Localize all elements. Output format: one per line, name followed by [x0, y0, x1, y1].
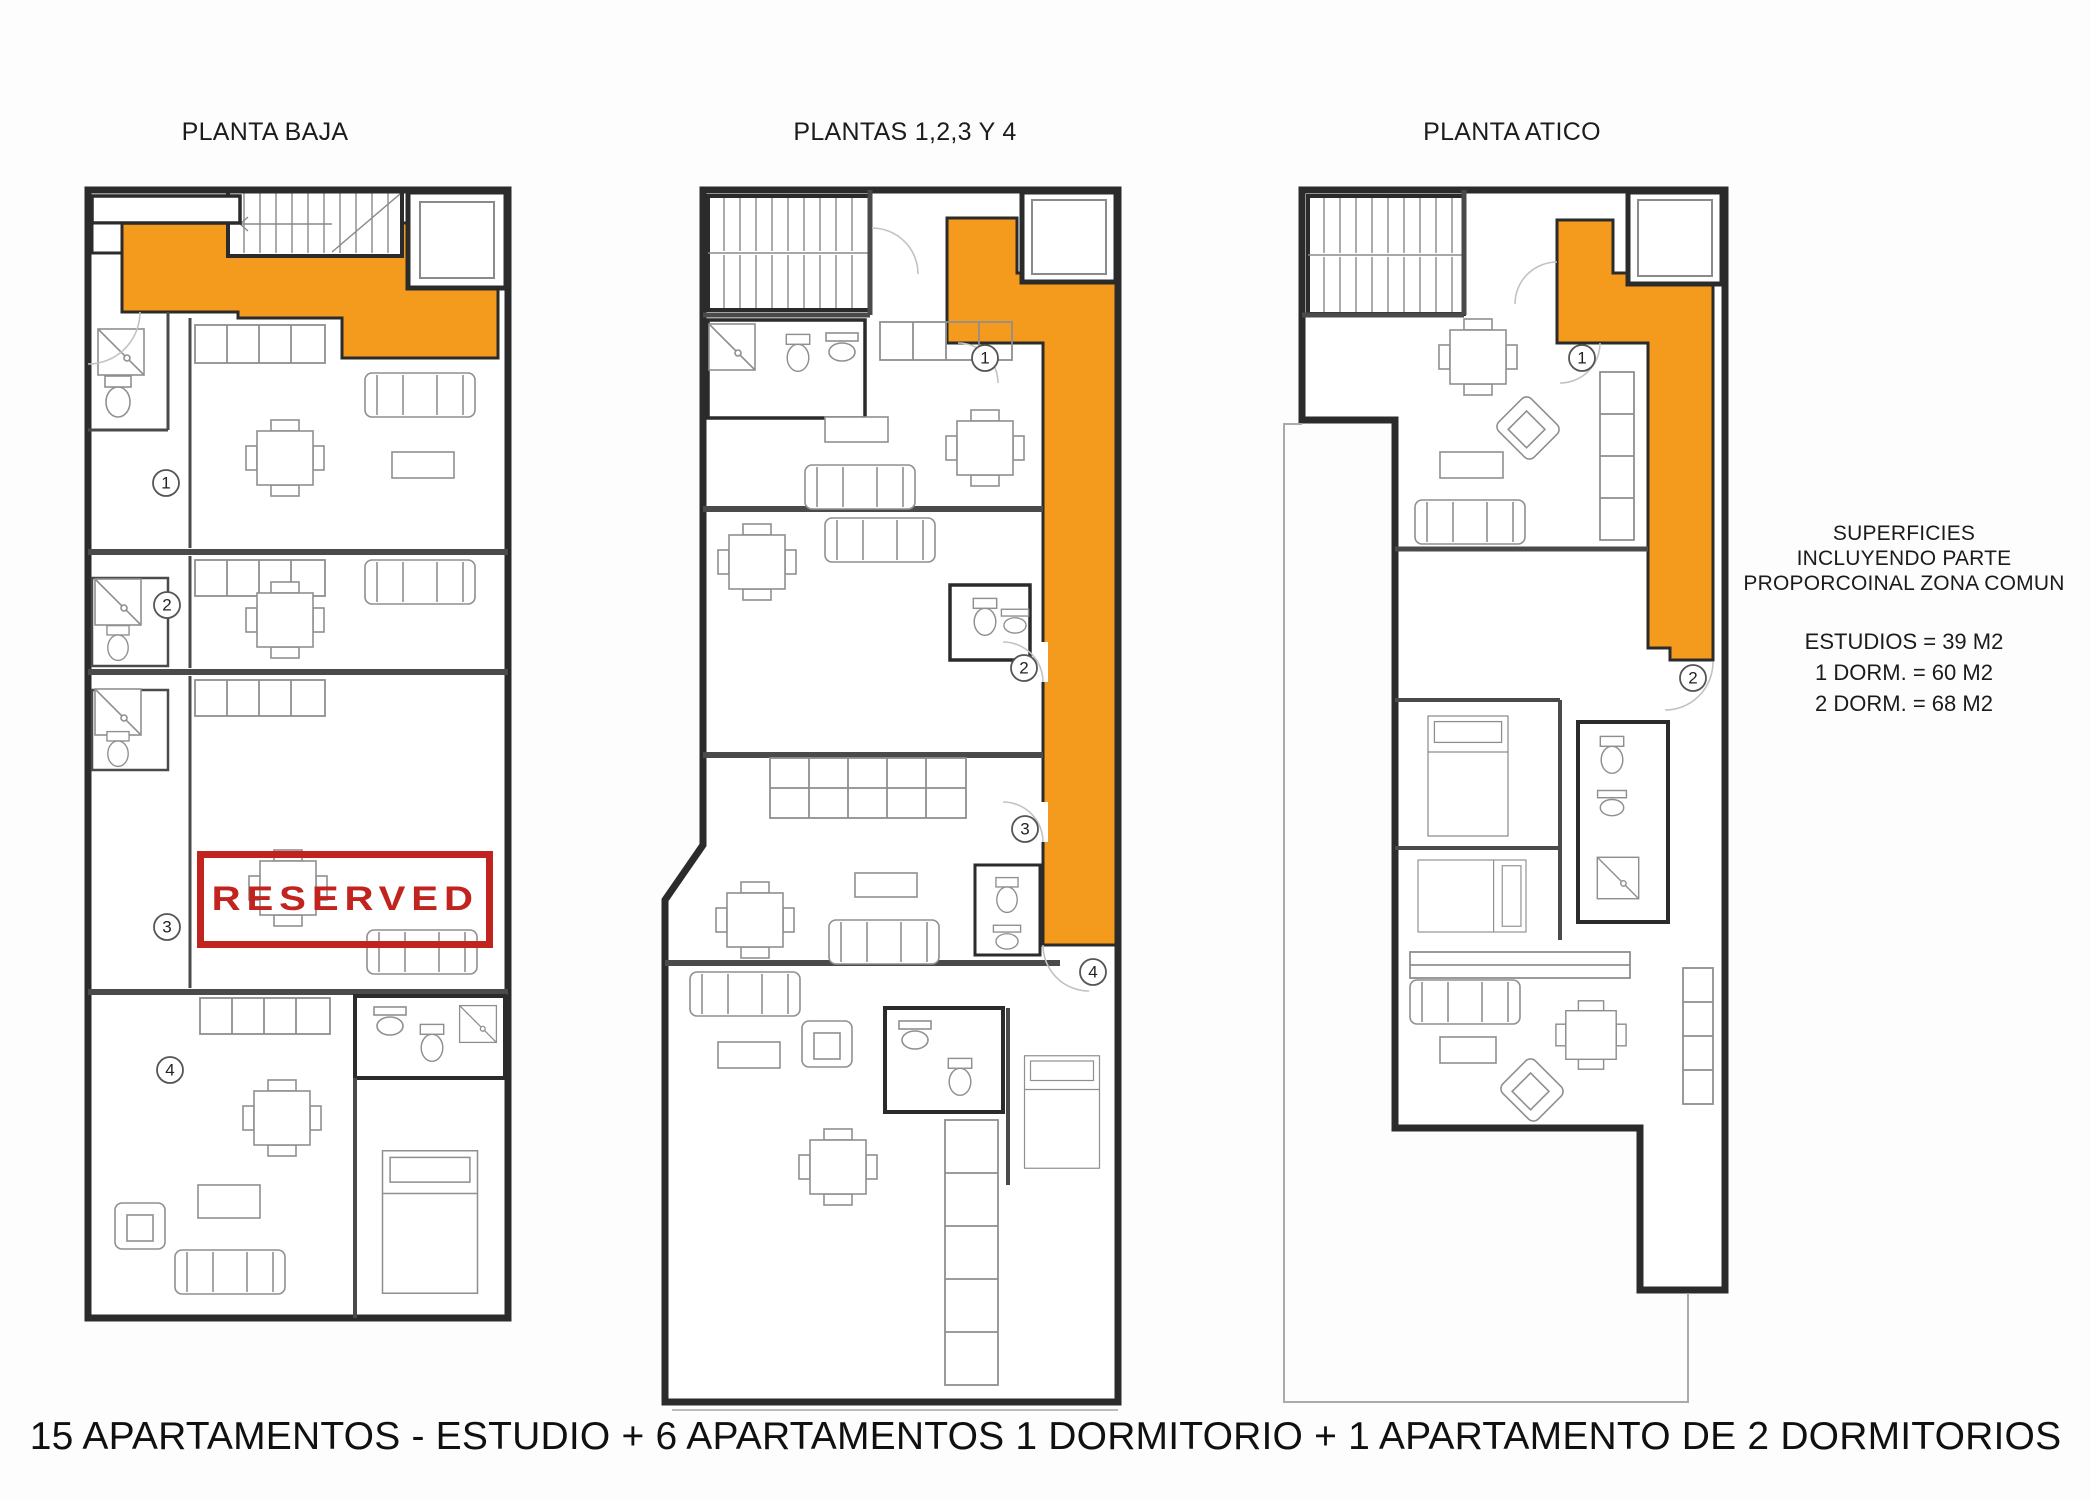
plan-title-planta-atico: PLANTA ATICO: [1423, 118, 1601, 146]
svg-text:3: 3: [1020, 819, 1030, 839]
elevator-shaft: [1022, 192, 1116, 282]
svg-text:2: 2: [1688, 668, 1698, 688]
elevator-shaft: [408, 192, 506, 288]
floor-plan-plantas-1234: [665, 190, 1118, 1410]
legend-items: [1725, 626, 2083, 719]
svg-text:1: 1: [1577, 348, 1587, 368]
svg-text:2: 2: [162, 595, 172, 615]
svg-text:1: 1: [980, 348, 990, 368]
legend-heading-line: INCLUYENDO PARTE: [1796, 547, 2012, 570]
reserved-stamp-text: RESERVED: [211, 880, 479, 918]
unit-number: [154, 592, 180, 618]
plan1-lobby-nook: [92, 223, 122, 253]
unit-number: [1011, 655, 1037, 681]
summary-caption: 15 APARTAMENTOS - ESTUDIO + 6 APARTAMENTOS 1 DORMITORIO + 1 APARTAMENTO DE 2 DORMITORIOS: [29, 1415, 2062, 1458]
svg-text:3: 3: [162, 917, 172, 937]
unit-number: [1680, 665, 1706, 691]
plan-title-plantas-1234: PLANTAS 1,2,3 Y 4: [793, 118, 1017, 146]
legend-item-1dorm: 1 DORM. = 60 M2: [1815, 660, 1993, 685]
svg-text:4: 4: [165, 1060, 175, 1080]
staircase: [1308, 196, 1464, 314]
unit-number: [1080, 959, 1106, 985]
legend-heading-line: SUPERFICIES: [1832, 522, 1976, 545]
staircase: [228, 190, 402, 256]
legend-heading-line: PROPORCOINAL ZONA COMUN: [1743, 572, 2065, 595]
unit-number: [1569, 345, 1595, 371]
elevator-shaft: [1628, 192, 1722, 284]
surface-legend: [1725, 521, 2083, 719]
unit-number: [972, 345, 998, 371]
svg-text:2: 2: [1019, 658, 1029, 678]
unit-number: [157, 1057, 183, 1083]
legend-item-2dorm: 2 DORM. = 68 M2: [1815, 691, 1993, 716]
plan1-lobby: [92, 196, 240, 223]
unit-number: [1012, 816, 1038, 842]
svg-text:1: 1: [161, 473, 171, 493]
floor-plan-planta-atico: [1284, 190, 1725, 1402]
plan-title-planta-baja: PLANTA BAJA: [181, 118, 349, 146]
reserved-stamp: [197, 851, 493, 948]
legend-heading: [1725, 521, 2083, 596]
unit-number: [153, 470, 179, 496]
staircase: [708, 196, 870, 310]
legend-item-estudios: ESTUDIOS = 39 M2: [1804, 629, 2004, 654]
floor-plan-planta-baja: [88, 190, 508, 1318]
unit-number: [154, 914, 180, 940]
svg-text:4: 4: [1088, 962, 1098, 982]
